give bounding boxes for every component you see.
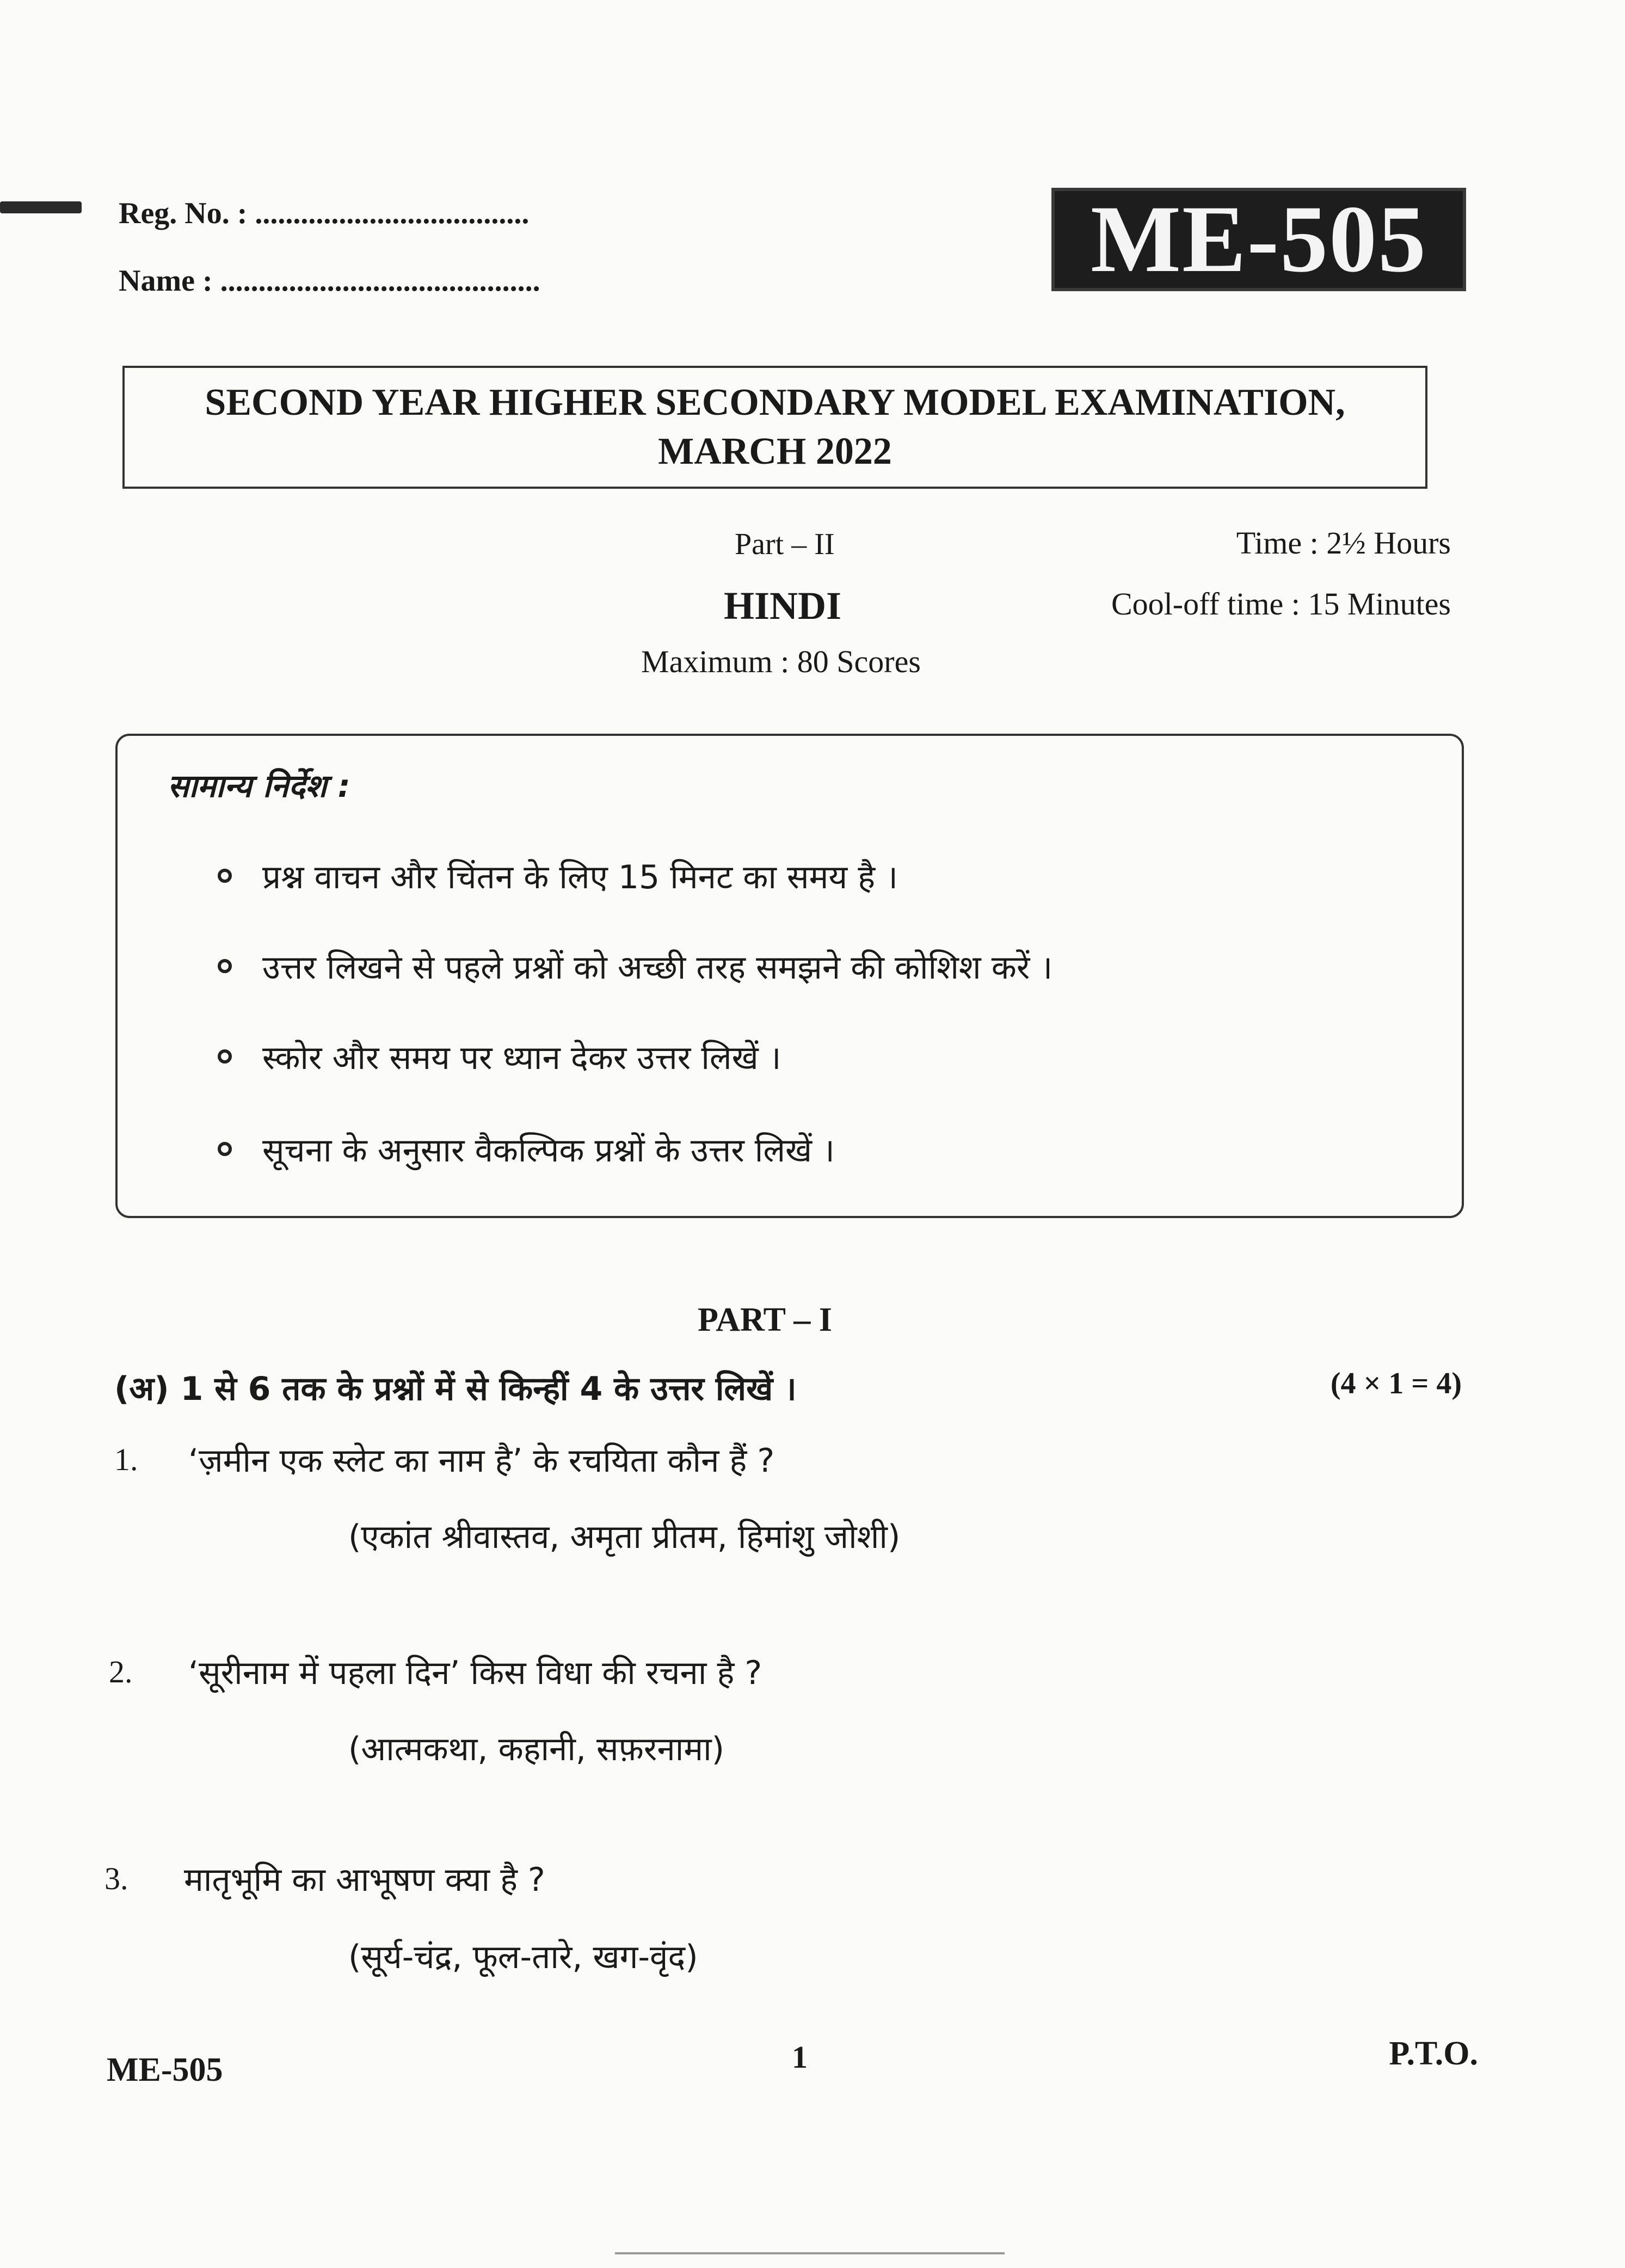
subject-title: HINDI: [724, 584, 842, 628]
time-allowed: Time : 2½ Hours: [1236, 525, 1451, 561]
page-number: 1: [792, 2039, 808, 2075]
footer-paper-code: ME-505: [107, 2051, 223, 2088]
exam-title-line1: SECOND YEAR HIGHER SECONDARY MODEL EXAMINATION,: [205, 382, 1345, 423]
part-heading: PART – I: [698, 1301, 833, 1338]
question-number: 3.: [104, 1861, 128, 1896]
instruction-text: उत्तर लिखने से पहले प्रश्नों को अच्छी तरह समझने की कोशिश करें ।: [262, 949, 1053, 987]
question-options: (एकांत श्रीवास्तव, अमृता प्रीतम, हिमांशु जोशी): [348, 1518, 901, 1556]
maximum-score: Maximum : 80 Scores: [641, 644, 921, 679]
paper-code-badge: ME-505: [1051, 188, 1466, 291]
question-number: 1.: [114, 1442, 138, 1477]
bullet-icon: [218, 1049, 232, 1064]
instruction-text: प्रश्न वाचन और चिंतन के लिए 15 मिनट का समय है ।: [262, 858, 898, 896]
instruction-item: [218, 944, 1052, 988]
instruction-text: सूचना के अनुसार वैकल्पिक प्रश्नों के उत्तर लिखें ।: [262, 1132, 835, 1170]
bullet-icon: [218, 869, 232, 883]
section-instruction: (अ) 1 से 6 तक के प्रश्नों में से किन्हीं 4 के उत्तर लिखें ।: [114, 1370, 797, 1408]
pto-label: P.T.O.: [1389, 2035, 1478, 2072]
instructions-title: सामान्य निर्देश :: [168, 767, 350, 804]
section-score: (4 × 1 = 4): [1330, 1367, 1462, 1400]
exam-title-line2: MARCH 2022: [658, 431, 892, 472]
question-options: (आत्मकथा, कहानी, सफ़रनामा): [348, 1730, 725, 1768]
name-field: Name : ..........................................: [119, 264, 540, 298]
instruction-item: [218, 1034, 781, 1079]
instruction-item: [218, 853, 898, 898]
cool-off-time: Cool-off time : 15 Minutes: [1111, 586, 1451, 622]
reg-no-field: Reg. No. : ....................................: [119, 196, 530, 230]
scan-artifact-line: [615, 2252, 1005, 2254]
question-text: ‘ज़मीन एक स्लेट का नाम है’ के रचयिता कौन हैं ?: [188, 1442, 775, 1480]
question-options: (सूर्य-चंद्र, फूल-तारे, खग-वृंद): [348, 1938, 698, 1976]
question-text: ‘सूरीनाम में पहला दिन’ किस विधा की रचना है ?: [188, 1654, 762, 1692]
bullet-icon: [218, 959, 232, 973]
question-text: मातृभूमि का आभूषण क्या है ?: [184, 1861, 545, 1899]
instruction-item: [218, 1127, 835, 1171]
scan-edge-mark: [0, 201, 82, 213]
question-number: 2.: [109, 1654, 133, 1689]
part-label: Part – II: [735, 527, 835, 561]
bullet-icon: [218, 1142, 232, 1156]
instruction-text: स्कोर और समय पर ध्यान देकर उत्तर लिखें ।: [262, 1039, 781, 1077]
exam-title-box: [122, 366, 1427, 489]
